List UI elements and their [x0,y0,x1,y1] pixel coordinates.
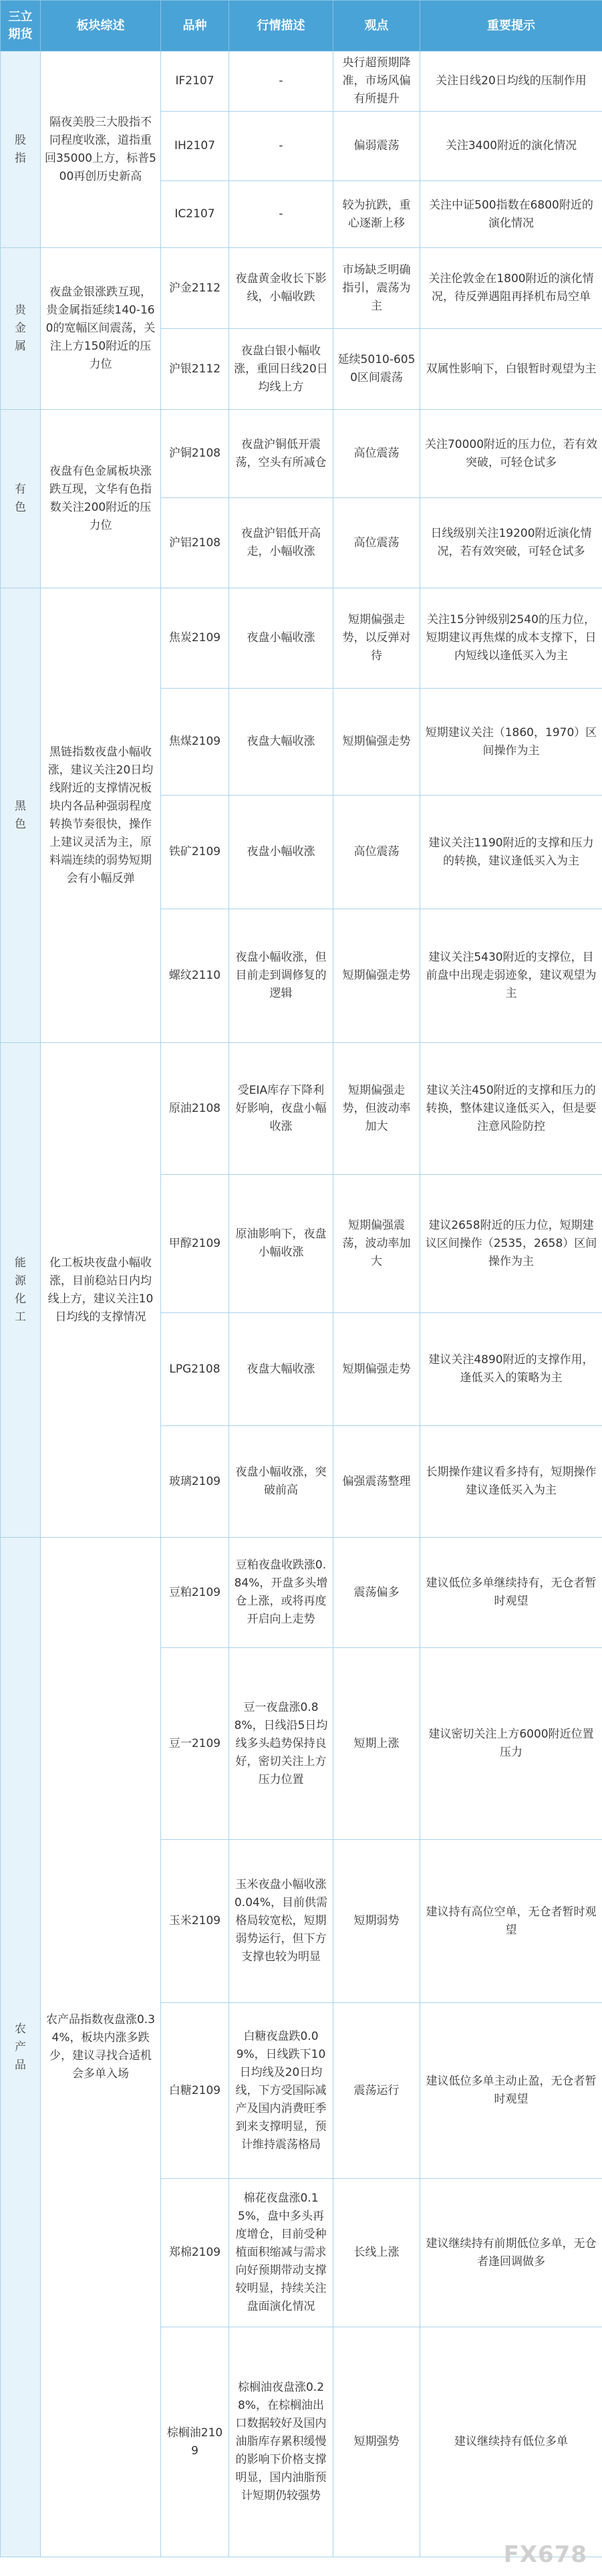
cell-instrument: IF2107 [161,51,229,112]
cell-view: 短期偏强走势 [333,909,420,1043]
cell-description: 夜盘黄金收长下影线，小幅收跌 [229,248,333,329]
cell-instrument: IH2107 [161,112,229,181]
cell-tip: 建议2658附近的压力位，短期建议区间操作（2535，2658）区间操作为主 [420,1175,602,1313]
cell-tip: 建议继续持有前期低位多单，无仓者逢回调做多 [420,2179,602,2327]
cell-view: 短期弱势 [333,1840,420,2003]
cell-description: - [229,51,333,112]
cell-tip: 建议密切关注上方6000附近位置压力 [420,1648,602,1840]
cell-instrument: 螺纹2110 [161,909,229,1043]
cell-tip: 建议持有高位空单，无仓者暂时观望 [420,1840,602,2003]
cell-instrument: 玻璃2109 [161,1426,229,1538]
cell-instrument: 玉米2109 [161,1840,229,2003]
sector-summary: 夜盘有色金属板块涨跌互现，文华有色指数关注200附近的压力位 [41,410,161,588]
table-row [1,410,602,498]
cell-description: - [229,112,333,181]
sector-summary: 农产品指数夜盘涨0.34%，板块内涨多跌少，建议寻找合适机会多单入场 [41,1538,161,2557]
cell-instrument: 沪铜2108 [161,410,229,498]
cell-instrument: 白糖2109 [161,2003,229,2179]
cell-view: 央行超预期降准，市场风偏有所提升 [333,51,420,112]
cell-tip: 建议低位多单继续持有，无仓者暂时观望 [420,1538,602,1648]
cell-tip: 长期操作建议看多持有，短期操作建议逢低买入为主 [420,1426,602,1538]
cell-tip: 关注日线20日均线的压制作用 [420,51,602,112]
cell-description: - [229,181,333,248]
cell-description: 玉米夜盘小幅收涨0.04%，目前供需格局较宽松，短期弱势运行，但下方支撑也较为明显 [229,1840,333,2003]
sector-label: 股指 [15,133,26,165]
cell-view: 市场缺乏明确指引，震荡为主 [333,248,420,329]
sector-label: 农产品 [15,2022,26,2072]
header-row [1,1,602,51]
cell-tip: 短期建议关注（1860，1970）区间操作为主 [420,689,602,796]
sector-name [1,588,41,1043]
cell-instrument: IC2107 [161,181,229,248]
cell-description: 夜盘小幅收涨 [229,796,333,909]
cell-description: 夜盘大幅收涨 [229,1313,333,1426]
cell-view: 偏弱震荡 [333,112,420,181]
sector-name [1,248,41,410]
sector-summary: 化工板块夜盘小幅收涨，目前稳站日内均线上方，建议关注10日均线的支撑情况 [41,1043,161,1538]
sector-summary: 黑链指数夜盘小幅收涨，建议关注20日均线附近的支撑情况板块内各品种强弱程度转换节奏很快，操作上建议灵活为主，原料端连续的弱势短期会有小幅反弹 [41,588,161,1043]
sector-label: 有色 [15,483,26,514]
cell-description: 夜盘小幅收涨 [229,588,333,689]
cell-tip: 关注3400附近的演化情况 [420,112,602,181]
cell-view: 短期偏强走势 [333,689,420,796]
sector-name [1,1043,41,1538]
cell-tip: 关注中证500指数在6800附近的演化情况 [420,181,602,248]
header-tip: 重要提示 [420,1,602,51]
cell-description: 原油影响下，夜盘小幅收涨 [229,1175,333,1313]
table-row [1,1043,602,1175]
cell-instrument: 原油2108 [161,1043,229,1175]
sector-label: 黑色 [15,799,26,831]
cell-instrument: 铁矿2109 [161,796,229,909]
sector-label: 贵金属 [15,304,26,353]
header-description: 行情描述 [229,1,333,51]
cell-view: 短期偏强震荡，波动率加大 [333,1175,420,1313]
cell-tip: 关注15分钟级别2540的压力位，短期建议再焦煤的成本支撑下，日内短线以逢低买入为主 [420,588,602,689]
cell-tip: 建议关注5430附近的支撑位，目前盘中出现走弱迹象，建议观望为主 [420,909,602,1043]
cell-instrument: 焦炭2109 [161,588,229,689]
header-instrument: 品种 [161,1,229,51]
cell-tip: 建议关注450附近的支撑和压力的转换，整体建议逢低买入，但是要注意风险防控 [420,1043,602,1175]
cell-view: 震荡偏多 [333,1538,420,1648]
sector-name [1,51,41,248]
table-row [1,588,602,689]
cell-description: 棉花夜盘涨0.15%，盘中多头再度增仓，目前受种植面积缩减与需求向好预期带动支撑较明显，持续关注盘面演化情况 [229,2179,333,2327]
header-view: 观点 [333,1,420,51]
cell-description: 受EIA库存下降利好影响，夜盘小幅收涨 [229,1043,333,1175]
watermark-logo: FX678 [503,2541,587,2568]
cell-tip: 双属性影响下，白银暂时观望为主 [420,329,602,410]
cell-view: 偏强震荡整理 [333,1426,420,1538]
cell-view: 高位震荡 [333,410,420,498]
cell-view: 短期上涨 [333,1648,420,1840]
cell-description: 夜盘白银小幅收涨，重回日线20日均线上方 [229,329,333,410]
cell-description: 夜盘小幅收涨，但目前走到调修复的逻辑 [229,909,333,1043]
cell-instrument: 沪金2112 [161,248,229,329]
cell-instrument: 棕榈油2109 [161,2327,229,2557]
cell-instrument: LPG2108 [161,1313,229,1426]
table-row [1,248,602,329]
cell-instrument: 甲醇2109 [161,1175,229,1313]
cell-description: 夜盘沪铝低开高走，小幅收涨 [229,498,333,588]
cell-description: 夜盘大幅收涨 [229,689,333,796]
cell-tip: 日线级别关注19200附近演化情况，若有效突破，可轻仓试多 [420,498,602,588]
cell-description: 棕榈油夜盘涨0.28%，在棕榈油出口数据较好及国内油脂库存累积缓慢的影响下价格支撑明显，国内油脂预计短期仍较强势 [229,2327,333,2557]
table-body [1,51,602,2557]
sector-name [1,1538,41,2557]
header-company: 三立期货 [1,1,41,51]
cell-instrument: 沪铝2108 [161,498,229,588]
cell-view: 高位震荡 [333,796,420,909]
cell-view: 高位震荡 [333,498,420,588]
cell-description: 白糖夜盘跌0.09%，日线跌下10日均线及20日均线，下方受国际减产及国内消费旺季到来支撑明显，预计维持震荡格局 [229,2003,333,2179]
cell-view: 震荡运行 [333,2003,420,2179]
sector-summary: 隔夜美股三大股指不同程度收涨，道指重回35000上方，标普500再创历史新高 [41,51,161,248]
cell-tip: 建议继续持有低位多单 [420,2327,602,2557]
cell-view: 短期偏强走势 [333,1313,420,1426]
cell-tip: 关注伦敦金在1800附近的演化情况，待反弹遇阻再择机布局空单 [420,248,602,329]
cell-view: 短期偏强走势，以反弹对待 [333,588,420,689]
cell-description: 豆一夜盘涨0.88%，日线沿5日均线多头趋势保持良好，密切关注上方压力位置 [229,1648,333,1840]
cell-instrument: 沪银2112 [161,329,229,410]
cell-instrument: 豆一2109 [161,1648,229,1840]
cell-description: 夜盘沪铜低开震荡，空头有所减仓 [229,410,333,498]
cell-description: 夜盘小幅收涨，突破前高 [229,1426,333,1538]
table-row [1,1538,602,1648]
cell-view: 短期偏强走势，但波动率加大 [333,1043,420,1175]
cell-instrument: 郑棉2109 [161,2179,229,2327]
cell-tip: 关注70000附近的压力位，若有效突破，可轻仓试多 [420,410,602,498]
table-row [1,51,602,112]
sector-name [1,410,41,588]
cell-instrument: 豆粕2109 [161,1538,229,1648]
sector-summary: 夜盘金银涨跌互现，贵金属指延续140-160的宽幅区间震荡，关注上方150附近的压力位 [41,248,161,410]
cell-view: 较为抗跌，重心逐渐上移 [333,181,420,248]
cell-view: 短期强势 [333,2327,420,2557]
cell-tip: 建议关注1190附近的支撑和压力的转换，建议逢低买入为主 [420,796,602,909]
header-summary: 板块综述 [41,1,161,51]
sector-label: 能源化工 [15,1256,26,1324]
cell-tip: 建议关注4890附近的支撑作用，逢低买入的策略为主 [420,1313,602,1426]
cell-instrument: 焦煤2109 [161,689,229,796]
cell-tip: 建议低位多单主动止盈，无仓者暂时观望 [420,2003,602,2179]
cell-description: 豆粕夜盘收跌涨0.84%，开盘多头增仓上涨，或将再度开启向上走势 [229,1538,333,1648]
cell-view: 长线上涨 [333,2179,420,2327]
cell-view: 延续5010-6050区间震荡 [333,329,420,410]
